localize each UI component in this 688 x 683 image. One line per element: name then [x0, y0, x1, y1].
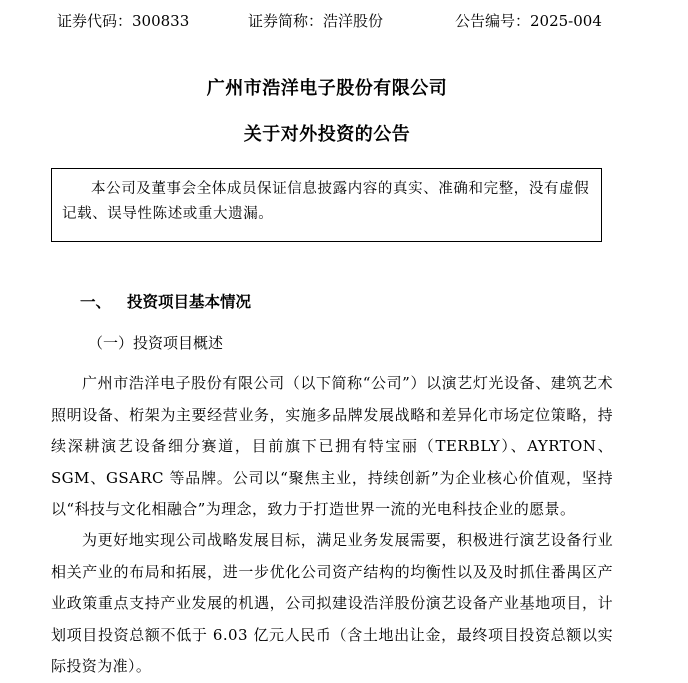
- company-name: 广州市浩洋电子股份有限公司: [206, 78, 448, 99]
- section-number: 一、: [80, 292, 112, 311]
- disclaimer-text: 本公司及董事会全体成员保证信息披露内容的真实、准确和完整，没有虚假记载、误导性陈述或重大遗漏。: [62, 181, 590, 222]
- paragraph: 广州市浩洋电子股份有限公司（以下简称“公司”）以演艺灯光设备、建筑艺术照明设备、桁架为主要经营业务，实施多品牌发展战略和差异化市场定位策略，持续深耕演艺设备细分赛道，目前旗下已拥有特宝丽（TERBLY）、AYRTON、SGM、GSARC 等品牌。公司以“聚焦主业，持续创新”为企业核心价值观，坚持以“科技与文化相融合”为理念，致力于打造世界一流的光电科技企业的愿景。: [51, 374, 613, 518]
- section-heading: [80, 290, 251, 314]
- section-title: 投资项目基本情况: [127, 292, 252, 311]
- stock-abbreviation: 证券简称：浩洋股份: [248, 12, 384, 30]
- announcement-number: 公告编号：2025-004: [455, 12, 602, 30]
- stock-code: 证券代码：300833: [57, 12, 190, 30]
- header-line: [0, 10, 688, 32]
- announcement-title: 关于对外投资的公告: [243, 124, 411, 145]
- subsection-heading: （一）投资项目概述: [88, 334, 224, 352]
- paragraph: 为更好地实现公司战略发展目标，满足业务发展需要，积极进行演艺设备行业相关产业的布局和拓展，进一步优化公司资产结构的均衡性以及及时抓住番禺区产业政策重点支持产业发展的机遇，公司拟建设浩洋股份演艺设备产业基地项目，计划项目投资总额不低于 6.03 亿元人民币（含土地出让金，最终项目投资总额以实际投资为准）。: [51, 531, 613, 675]
- disclaimer-box: [51, 168, 602, 242]
